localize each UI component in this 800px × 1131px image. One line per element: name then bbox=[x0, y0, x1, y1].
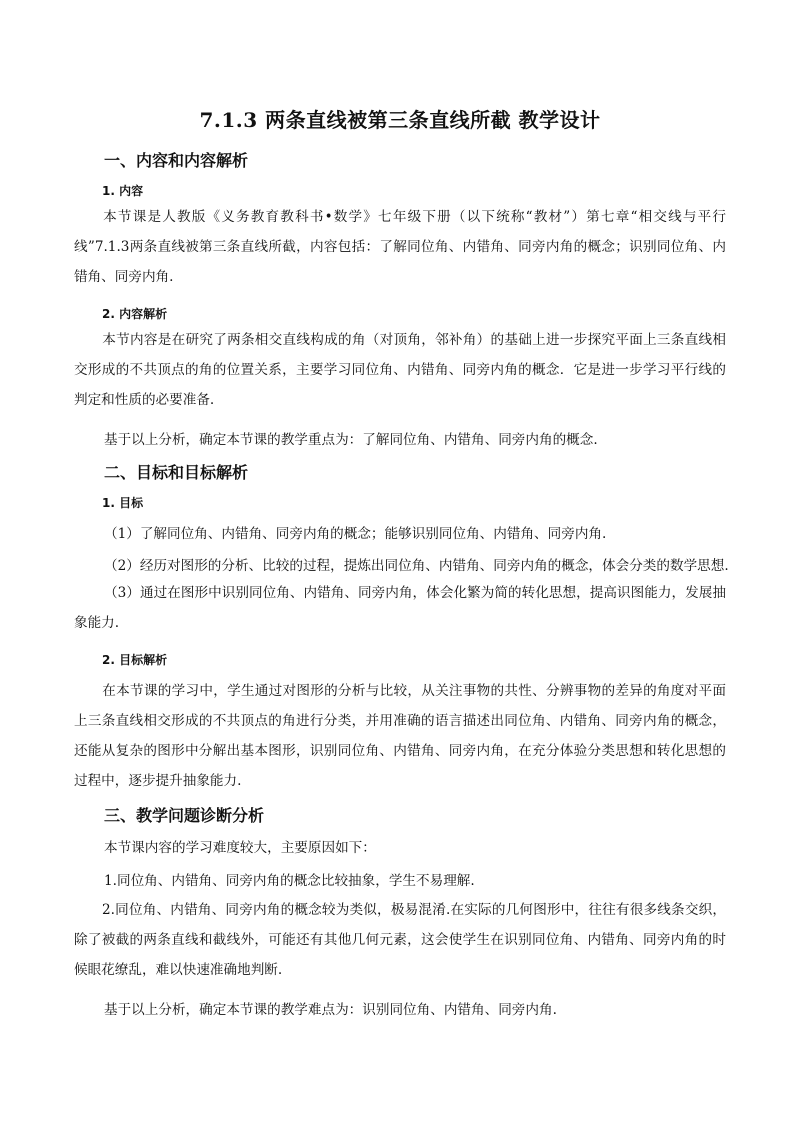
paragraph-goals-analysis-text: 在本节课的学习中，学生通过对图形的分析与比较，从关注事物的共性、分辨事物的差异的角度对平面上三条直线相交形成的不共顶点的角进行分类，并用准确的语言描述出同位角、内错角、同旁内角的概念，还能从复杂的图形中分解出基本图形，识别同位角、内错角、同旁内角，在充分体验分类思想和转化思想的过程中，逐步提升抽象能力. bbox=[74, 683, 726, 789]
paragraph-content-analysis bbox=[74, 325, 726, 415]
diagnosis-reason-1: 1.同位角、内错角、同旁内角的概念比较抽象，学生不易理解. bbox=[104, 873, 475, 889]
paragraph-goals-analysis bbox=[74, 676, 726, 796]
section-heading-diagnosis: 三、教学问题诊断分析 bbox=[104, 806, 265, 825]
paragraph-content-text: 本节课是人教版《义务教育教科书•数学》七年级下册（以下统称“教材”）第七章“相交线与平行线”7.1.3两条直线被第三条直线所截，内容包括：了解同位角、内错角、同旁内角的概念；识别同位角、内错角、同旁内角. bbox=[74, 209, 726, 285]
goal-item-3 bbox=[74, 578, 726, 638]
goal-item-2: （2）经历对图形的分析、比较的过程，提炼出同位角、内错角、同旁内角的概念，体会分类的数学思想. bbox=[104, 558, 729, 574]
subheading-goals-analysis: 2. 目标解析 bbox=[102, 653, 168, 667]
section-heading-goals: 二、目标和目标解析 bbox=[104, 463, 249, 482]
key-point-statement: 基于以上分析，确定本节课的教学重点为：了解同位角、内错角、同旁内角的概念. bbox=[104, 432, 598, 448]
section-heading-content: 一、内容和内容解析 bbox=[104, 151, 249, 170]
goal-item-3-text: （3）通过在图形中识别同位角、内错角、同旁内角，体会化繁为简的转化思想，提高识图能力，发展抽象能力. bbox=[74, 585, 726, 631]
subheading-content-analysis: 2. 内容解析 bbox=[102, 307, 168, 321]
diagnosis-intro: 本节课内容的学习难度较大，主要原因如下： bbox=[104, 840, 376, 856]
diagnosis-reason-2 bbox=[74, 895, 726, 985]
subheading-goals: 1. 目标 bbox=[102, 496, 144, 510]
diagnosis-reason-2-text: 2.同位角、内错角、同旁内角的概念较为类似，极易混淆.在实际的几何图形中，往往有很多线条交织，除了被截的两条直线和截线外，可能还有其他几何元素，这会使学生在识别同位角、内错角、同旁内角的时候眼花缭乱，难以快速准确地判断. bbox=[74, 902, 726, 978]
goal-item-1: （1）了解同位角、内错角、同旁内角的概念；能够识别同位角、内错角、同旁内角. bbox=[104, 526, 607, 542]
paragraph-content-analysis-text: 本节内容是在研究了两条相交直线构成的角（对顶角，邻补角）的基础上进一步探究平面上三条直线相交形成的不共顶点的角的位置关系，主要学习同位角、内错角、同旁内角的概念．它是进一步学习平行线的判定和性质的必要准备. bbox=[74, 332, 726, 408]
paragraph-content bbox=[74, 202, 726, 292]
subheading-content: 1. 内容 bbox=[102, 184, 144, 198]
page-title: 7.1.3 两条直线被第三条直线所截 教学设计 bbox=[199, 108, 601, 132]
difficulty-statement: 基于以上分析，确定本节课的教学难点为：识别同位角、内错角、同旁内角. bbox=[104, 1002, 557, 1018]
